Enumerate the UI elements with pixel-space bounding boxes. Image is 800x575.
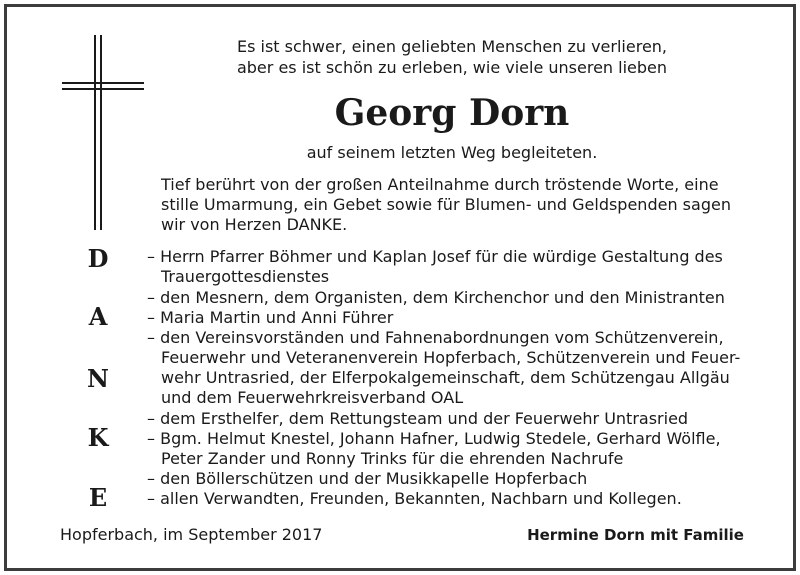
- list-item: – Bgm. Helmut Knestel, Johann Hafner, Ludwig Stedele, Gerhard Wölfle,: [147, 429, 721, 448]
- danke-letter-n: N: [87, 364, 109, 393]
- place-date: Hopferbach, im September 2017: [60, 525, 323, 544]
- intro-line-2: aber es ist schön zu erleben, wie viele unseren lieben: [236, 58, 668, 77]
- list-item: – dem Ersthelfer, dem Rettungsteam und der Feuerwehr Untrasried: [147, 409, 689, 428]
- list-item: – Maria Martin und Anni Führer: [147, 308, 394, 327]
- list-item: – den Mesnern, dem Organisten, dem Kirchenchor und den Ministranten: [147, 288, 725, 307]
- intro-line-3: auf seinem letzten Weg begleiteten.: [306, 143, 598, 162]
- list-item: wehr Untrasried, der Elferpokalgemeinschaft, dem Schützengau Allgäu: [161, 368, 730, 387]
- list-item: – allen Verwandten, Freunden, Bekannten, Nachbarn und Kollegen.: [147, 489, 682, 508]
- list-item: und dem Feuerwehrkreisverband OAL: [161, 388, 464, 407]
- danke-letter-d: D: [87, 244, 109, 273]
- thanks-line-2: stille Umarmung, ein Gebet sowie für Blumen- und Geldspenden sagen: [161, 195, 731, 214]
- danke-letter-e: E: [88, 483, 108, 512]
- signature: Hermine Dorn mit Familie: [527, 526, 744, 544]
- list-item: Feuerwehr und Veteranenverein Hopferbach, Schützenverein und Feuer-: [161, 348, 741, 367]
- list-item: – den Böllerschützen und der Musikkapelle Hopferbach: [147, 469, 588, 488]
- list-item: – Herrn Pfarrer Böhmer und Kaplan Josef für die würdige Gestaltung des: [147, 247, 723, 266]
- intro-line-1: Es ist schwer, einen geliebten Menschen zu verlieren,: [236, 37, 668, 56]
- danke-letter-k: K: [87, 423, 109, 452]
- list-item: – den Vereinsvorständen und Fahnenabordnungen vom Schützenverein,: [147, 328, 724, 347]
- deceased-name: Georg Dorn: [334, 92, 570, 134]
- danke-letter-a: A: [88, 302, 108, 331]
- list-item: Trauergottesdienstes: [161, 267, 330, 286]
- list-item: Peter Zander und Ronny Trinks für die ehrenden Nachrufe: [161, 449, 624, 468]
- thanks-line-3: wir von Herzen DANKE.: [161, 215, 348, 234]
- thanks-line-1: Tief berührt von der großen Anteilnahme durch tröstende Worte, eine: [161, 175, 719, 194]
